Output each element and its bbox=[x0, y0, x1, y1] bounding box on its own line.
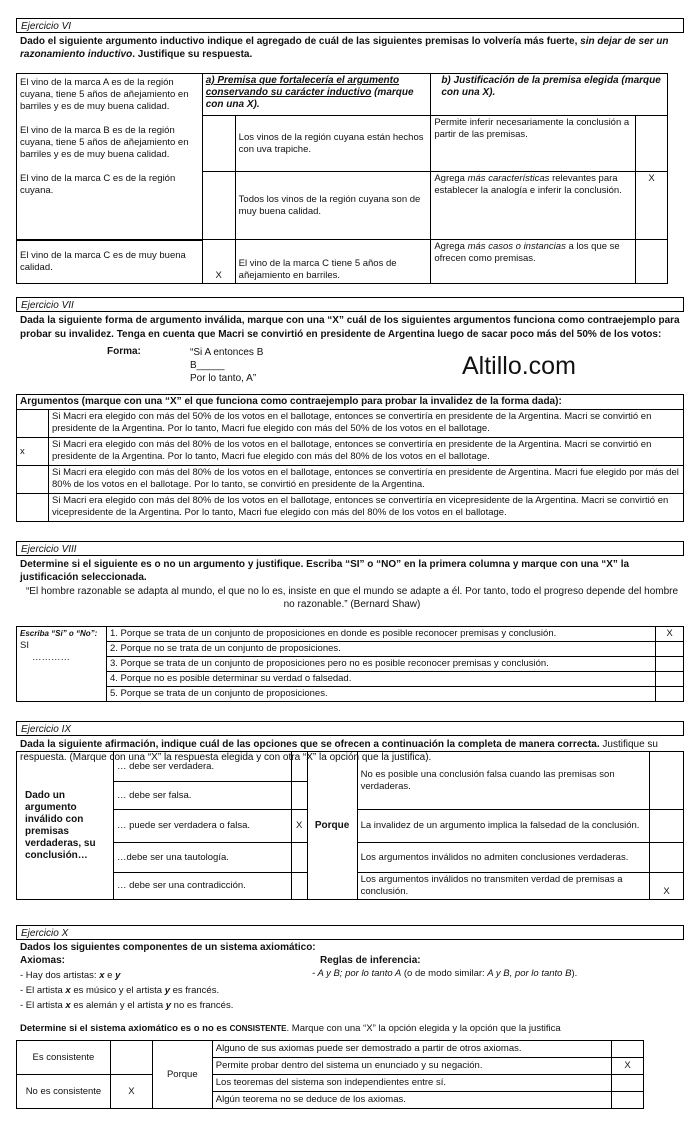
ex9-option-3: … puede ser verdadera o falsa. bbox=[113, 810, 291, 843]
ex6-mark-b-1[interactable] bbox=[636, 116, 668, 172]
ex9-table bbox=[16, 751, 684, 900]
ex8-mark-2[interactable] bbox=[656, 642, 684, 657]
ex10-reason-mark-4[interactable] bbox=[612, 1092, 644, 1109]
axiom-1: - Hay dos artistas: x e y bbox=[20, 970, 121, 981]
premise-a: El vino de la marca A es de la región cuyana, tiene 5 años de añejamiento en barriles y es de muy buena calidad. bbox=[20, 77, 189, 112]
ex10-reason-mark-3[interactable] bbox=[612, 1075, 644, 1092]
forma-line-2: B_____ bbox=[190, 360, 225, 371]
ex6-col-a-head: a) Premisa que fortalecería el argumento conservando su carácter inductivo (marque con una X). bbox=[202, 74, 431, 116]
ex8-mark-4[interactable] bbox=[656, 672, 684, 687]
ex7-arg-1: Si Macri era elegido con más del 50% de los votos en el ballotage, entonces se convertiría en presidente de la Argentina. Macri se convirtió en presidente de la Argentina. Por lo tanto, Macri fue elegido con más del 50% de los votos en el ballotage. bbox=[49, 410, 684, 438]
ex9-mark-5[interactable] bbox=[291, 873, 307, 900]
axiom-3: - El artista x es alemán y el artista y no es francés. bbox=[20, 1000, 234, 1011]
ex10-table bbox=[16, 1040, 644, 1109]
ex6-justif-1: Permite inferir necesariamente la conclusión a partir de las premisas. bbox=[431, 116, 636, 172]
ex8-option-4: 4. Porque no es posible determinar su verdad o falsedad. bbox=[107, 672, 656, 687]
ex8-answer: SI bbox=[20, 640, 29, 651]
ex9-instructions: Dada la siguiente afirmación, indique cuál de las opciones que se ofrecen a continuación la completa de manera correcta. Justifique su respuesta. (Marque con una “X” la respuesta elegida y con otra “X” la opción que la justifica). bbox=[20, 739, 658, 763]
ex6-instructions: Dado el siguiente argumento inductivo indique el agregado de cuál de las siguientes premisas lo volvería más fuerte, sin dejar de ser un razonamiento inductivo. Justifique su respuesta. bbox=[20, 36, 669, 60]
ex6-premise-option-1: Los vinos de la región cuyana están hechos con uva trapiche. bbox=[235, 116, 431, 172]
ex10-header: Ejercicio X bbox=[16, 925, 684, 940]
ex7-instructions: Dada la siguiente forma de argumento inválida, marque con una “X” cuál de los siguientes argumentos funciona como contraejemplo para probar su invalidez. Tenga en cuenta que Macri se convirtió en presidente de Argentina luego de sacar poco más del 50% de los votos: bbox=[20, 315, 680, 340]
ex10-reglas-label: Reglas de inferencia: bbox=[320, 955, 421, 966]
ex9-reason-mark-4[interactable]: X bbox=[650, 873, 684, 900]
ex6-justif-3: Agrega más casos o instancias a los que se ofrecen como premisas. bbox=[431, 240, 636, 284]
ex6-premises-cell bbox=[17, 74, 203, 240]
ex6-table bbox=[16, 73, 668, 284]
ex9-reason-mark-1[interactable] bbox=[650, 752, 684, 810]
ex8-mark-3[interactable] bbox=[656, 657, 684, 672]
premise-b: El vino de la marca B es de la región cuyana, tiene 5 años de añejamiento en barriles y es de muy buena calidad. bbox=[20, 125, 189, 160]
ex9-mark-1[interactable] bbox=[291, 752, 307, 782]
ex6-col-b-head: b) Justificación de la premisa elegida (marque con una X). bbox=[431, 74, 668, 116]
ex7-header: Ejercicio VII bbox=[16, 297, 684, 312]
ex6-header: Ejercicio VI bbox=[16, 18, 684, 33]
ex7-mark-3[interactable] bbox=[17, 466, 49, 494]
ex10-question: Determine si el sistema axiomático es o no es CONSISTENTE. Marque con una “X” la opción elegida y la opción que la justifica bbox=[20, 1023, 561, 1034]
ex6-mark-a-3[interactable]: X bbox=[202, 240, 235, 284]
ex7-mark-1[interactable] bbox=[17, 410, 49, 438]
forma-line-1: “Si A entonces B bbox=[190, 347, 264, 358]
ex9-stem: Dado un argumento inválido con premisas verdaderas, su conclusión… bbox=[17, 752, 114, 900]
ex9-option-1: … debe ser verdadera. bbox=[113, 752, 291, 782]
ex6-conclusion: El vino de la marca C es de muy buena calidad. bbox=[17, 240, 203, 284]
ex10-reason-mark-2[interactable]: X bbox=[612, 1058, 644, 1075]
ex9-reason-mark-2[interactable] bbox=[650, 810, 684, 843]
ex8-quote: “El hombre razonable se adapta al mundo, el que no lo es, insiste en que el mundo se adapte a él. Por tanto, todo el progreso depende del hombre no razonable.” (Bernard Shaw) bbox=[25, 586, 679, 610]
ex7-mark-4[interactable] bbox=[17, 494, 49, 522]
ex10-opt2: No es consistente bbox=[17, 1075, 111, 1109]
ex9-reason-4: Los argumentos inválidos no transmiten verdad de premisas a conclusión. bbox=[357, 873, 649, 900]
ex9-mark-2[interactable] bbox=[291, 782, 307, 810]
ex9-reason-2: La invalidez de un argumento implica la falsedad de la conclusión. bbox=[357, 810, 649, 843]
ex9-reason-3: Los argumentos inválidos no admiten conclusiones verdaderas. bbox=[357, 843, 649, 873]
ex8-instructions: Determine si el siguiente es o no un argumento y justifique. Escriba “SI” o “NO” en la primera columna y marque con una “X” la justificación seleccionada. bbox=[20, 559, 630, 583]
ex10-rule: - A y B; por lo tanto A (o de modo similar: A y B, por lo tanto B). bbox=[312, 968, 578, 979]
ex6-mark-a-1[interactable] bbox=[202, 116, 235, 172]
ex9-header: Ejercicio IX bbox=[16, 721, 684, 736]
ex7-table bbox=[16, 394, 684, 522]
ex8-dots: ………… bbox=[32, 652, 70, 663]
ex10-reason-3: Los teoremas del sistema son independientes entre sí. bbox=[212, 1075, 611, 1092]
ex6-mark-a-2[interactable] bbox=[202, 172, 235, 240]
ex9-option-2: … debe ser falsa. bbox=[113, 782, 291, 810]
ex7-table-head: Argumentos (marque con una “X” el que funciona como contraejemplo para probar la invalidez de la forma dada): bbox=[17, 395, 684, 410]
ex10-reason-1: Alguno de sus axiomas puede ser demostrado a partir de otros axiomas. bbox=[212, 1041, 611, 1058]
ex10-axiomas-label: Axiomas: bbox=[20, 955, 66, 966]
ex9-option-5: … debe ser una contradicción. bbox=[113, 873, 291, 900]
ex7-mark-2[interactable]: x bbox=[17, 438, 49, 466]
ex8-option-1: 1. Porque se trata de un conjunto de proposiciones en donde es posible reconocer premisas y conclusión. bbox=[107, 627, 656, 642]
ex6-premise-option-2: Todos los vinos de la región cuyana son de muy buena calidad. bbox=[235, 172, 431, 240]
ex10-reason-4: Algún teorema no se deduce de los axiomas. bbox=[212, 1092, 611, 1109]
ex8-mark-5[interactable] bbox=[656, 687, 684, 702]
ex9-option-4: …debe ser una tautología. bbox=[113, 843, 291, 873]
ex6-premise-option-3: El vino de la marca C tiene 5 años de añejamiento en barriles. bbox=[235, 240, 431, 284]
ex8-col-head: Escriba “Si” o “No”: bbox=[20, 629, 98, 638]
ex10-axioms bbox=[20, 968, 233, 1013]
ex8-mark-1[interactable]: X bbox=[656, 627, 684, 642]
ex8-option-2: 2. Porque no se trata de un conjunto de proposiciones. bbox=[107, 642, 656, 657]
ex7-arg-4: Si Macri era elegido con más del 80% de los votos en el ballotage, entonces se convertiría en vicepresidente de la Argentina. Macri se convirtió en vicepresidente de la Argentina. Por lo tanto, Macri fue elegido con más del 80% de los votos en el ballotage. bbox=[49, 494, 684, 522]
ex6-justif-2: Agrega más características relevantes para establecer la analogía e inferir la conclusión. bbox=[431, 172, 636, 240]
ex8-answer-cell[interactable] bbox=[17, 627, 107, 702]
ex7-arg-2: Si Macri era elegido con más del 80% de los votos en el ballotage, entonces se convertiría en presidente de la Argentina. Macri se convirtió en presidente de la Argentina. Por lo tanto, Macri fue elegido con más del 80% de los votos en el ballotage. bbox=[49, 438, 684, 466]
ex9-reason-mark-3[interactable] bbox=[650, 843, 684, 873]
axiom-2: - El artista x es músico y el artista y es francés. bbox=[20, 985, 220, 996]
ex9-mark-3[interactable]: X bbox=[291, 810, 307, 843]
ex8-table bbox=[16, 626, 684, 702]
ex8-option-3: 3. Porque se trata de un conjunto de proposiciones pero no es posible reconocer premisas y conclusión. bbox=[107, 657, 656, 672]
ex10-reason-2: Permite probar dentro del sistema un enunciado y su negación. bbox=[212, 1058, 611, 1075]
ex10-intro: Dados los siguientes componentes de un sistema axiomático: bbox=[20, 942, 316, 953]
ex10-opt2-mark[interactable]: X bbox=[110, 1075, 152, 1109]
ex9-reason-1: No es posible una conclusión falsa cuando las premisas son verdaderas. bbox=[357, 752, 649, 810]
ex6-mark-b-2[interactable]: X bbox=[636, 172, 668, 240]
premise-c: El vino de la marca C es de la región cuyana. bbox=[20, 173, 176, 196]
ex8-option-5: 5. Porque se trata de un conjunto de proposiciones. bbox=[107, 687, 656, 702]
ex7-forma bbox=[190, 346, 263, 385]
ex7-arg-3: Si Macri era elegido con más del 80% de los votos en el ballotage, entonces se convertiría en presidente de Argentina. Macri fue elegido por más del 80% de los votos en el ballotage. Por lo tanto, se convirtió en presidente de la Argentina. bbox=[49, 466, 684, 494]
ex10-opt1: Es consistente bbox=[17, 1041, 111, 1075]
forma-line-3: Por lo tanto, A” bbox=[190, 373, 257, 384]
ex6-mark-b-3[interactable] bbox=[636, 240, 668, 284]
watermark: Altillo.com bbox=[462, 352, 576, 380]
ex10-opt1-mark[interactable] bbox=[110, 1041, 152, 1075]
ex8-header: Ejercicio VIII bbox=[16, 541, 684, 556]
ex7-forma-label: Forma: bbox=[107, 346, 141, 357]
ex9-porque: Porque bbox=[307, 752, 357, 900]
ex10-porque: Porque bbox=[152, 1041, 212, 1109]
ex9-mark-4[interactable] bbox=[291, 843, 307, 873]
ex10-reason-mark-1[interactable] bbox=[612, 1041, 644, 1058]
